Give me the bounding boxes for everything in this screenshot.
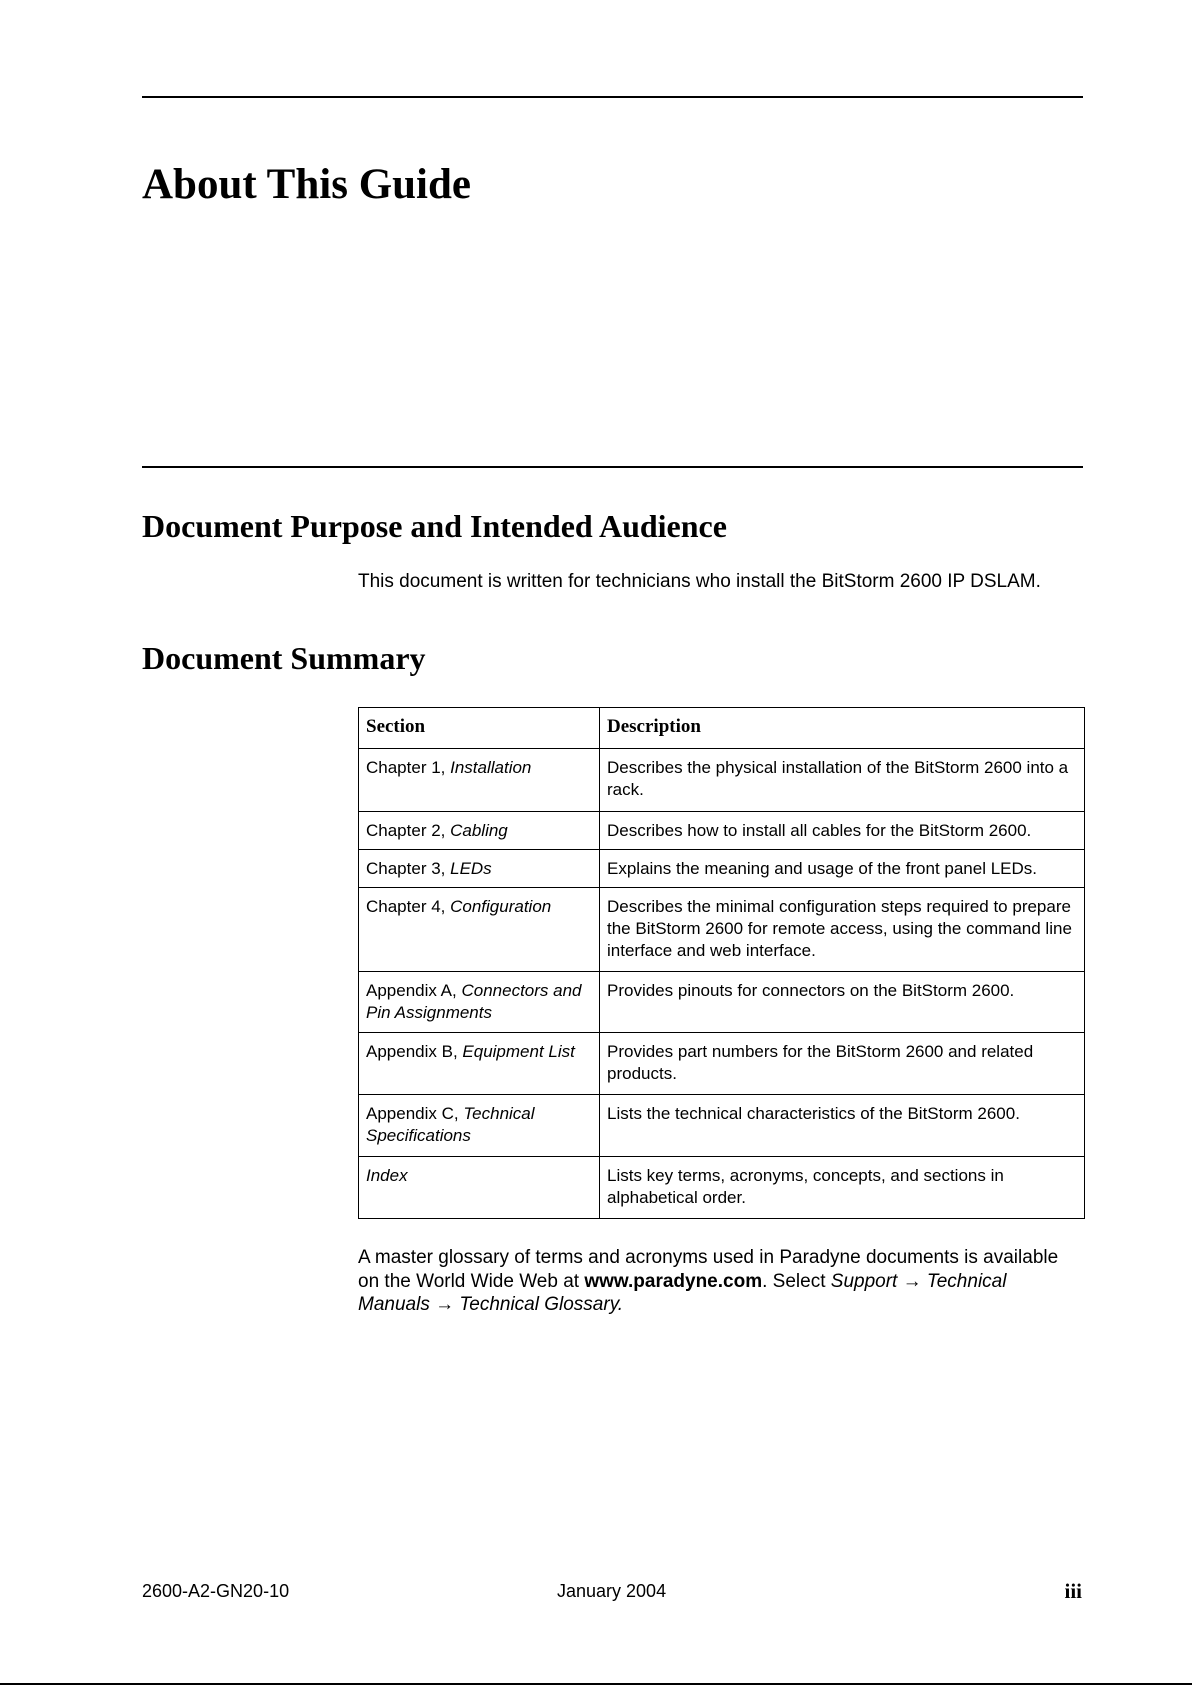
menu-path: Technical Glossary. [459, 1294, 624, 1315]
column-header: Section [359, 708, 600, 749]
section-rule [142, 466, 1083, 468]
section-name: Cabling [450, 821, 508, 840]
section-cell [359, 1157, 600, 1219]
section-cell [359, 812, 600, 850]
section-name: Configuration [450, 897, 552, 916]
menu-path: Technical Manuals [358, 1270, 1007, 1315]
description-cell: Describes how to install all cables for the BitStorm 2600. [600, 812, 1085, 850]
section-prefix: Chapter 4, [366, 897, 451, 916]
table-row [359, 972, 1085, 1033]
section-name: Equipment List [462, 1042, 575, 1061]
glossary-text: A master glossary of terms and acronyms used in Paradyne documents is available on the World Wide Web at [358, 1247, 1059, 1292]
column-header: Description [600, 708, 1085, 749]
page-number: iii [1064, 1579, 1082, 1603]
purpose-text: This document is written for technicians who install the BitStorm 2600 IP DSLAM. [358, 571, 1041, 592]
arrow: → [429, 1294, 460, 1315]
section-prefix: Appendix B, [366, 1042, 463, 1061]
table-row [359, 812, 1085, 850]
description-cell: Provides pinouts for connectors on the BitStorm 2600. [600, 972, 1085, 1033]
summary-heading: Document Summary [142, 640, 426, 676]
section-name: Connectors and Pin Assignments [366, 981, 582, 1022]
section-prefix: Appendix C, [366, 1104, 464, 1123]
paradyne-link[interactable]: www.paradyne.com [584, 1270, 763, 1292]
section-cell [359, 850, 600, 888]
section-name: Index [366, 1166, 408, 1185]
table-row [359, 888, 1085, 972]
footer-date: January 2004 [557, 1581, 667, 1601]
section-cell [359, 972, 600, 1033]
page-title: About This Guide [142, 161, 472, 208]
description-cell: Describes the minimal configuration steps required to prepare the BitStorm 2600 for remote access, using the command line interface and web interface. [600, 888, 1085, 972]
purpose-heading: Document Purpose and Intended Audience [142, 508, 727, 544]
section-cell [359, 749, 600, 812]
section-prefix: Chapter 3, [366, 859, 451, 878]
description-cell: Explains the meaning and usage of the front panel LEDs. [600, 850, 1085, 888]
table-row [359, 749, 1085, 812]
description-cell: Lists key terms, acronyms, concepts, and sections in alphabetical order. [600, 1157, 1085, 1219]
summary-table [358, 707, 1085, 1219]
description-cell: Lists the technical characteristics of the BitStorm 2600. [600, 1095, 1085, 1157]
arrow: → [897, 1270, 927, 1292]
glossary-text: . Select [762, 1270, 831, 1292]
description-cell: Provides part numbers for the BitStorm 2600 and related products. [600, 1033, 1085, 1095]
section-cell [359, 888, 600, 972]
table-row [359, 1095, 1085, 1157]
section-name: Technical Specifications [366, 1104, 535, 1145]
description-cell: Describes the physical installation of the BitStorm 2600 into a rack. [600, 749, 1085, 812]
table-row [359, 1157, 1085, 1219]
section-prefix: Chapter 2, [366, 821, 451, 840]
top-rule [142, 96, 1083, 98]
section-prefix: Chapter 1, [366, 758, 451, 777]
table-row [359, 1033, 1085, 1095]
menu-path: Support [830, 1270, 898, 1292]
section-name: LEDs [450, 859, 492, 878]
doc-number: 2600-A2-GN20-10 [142, 1581, 290, 1601]
section-prefix: Appendix A, [366, 981, 462, 1000]
table-row [359, 850, 1085, 888]
section-cell [359, 1095, 600, 1157]
section-cell [359, 1033, 600, 1095]
glossary-note [358, 1246, 1078, 1317]
section-name: Installation [450, 758, 532, 777]
